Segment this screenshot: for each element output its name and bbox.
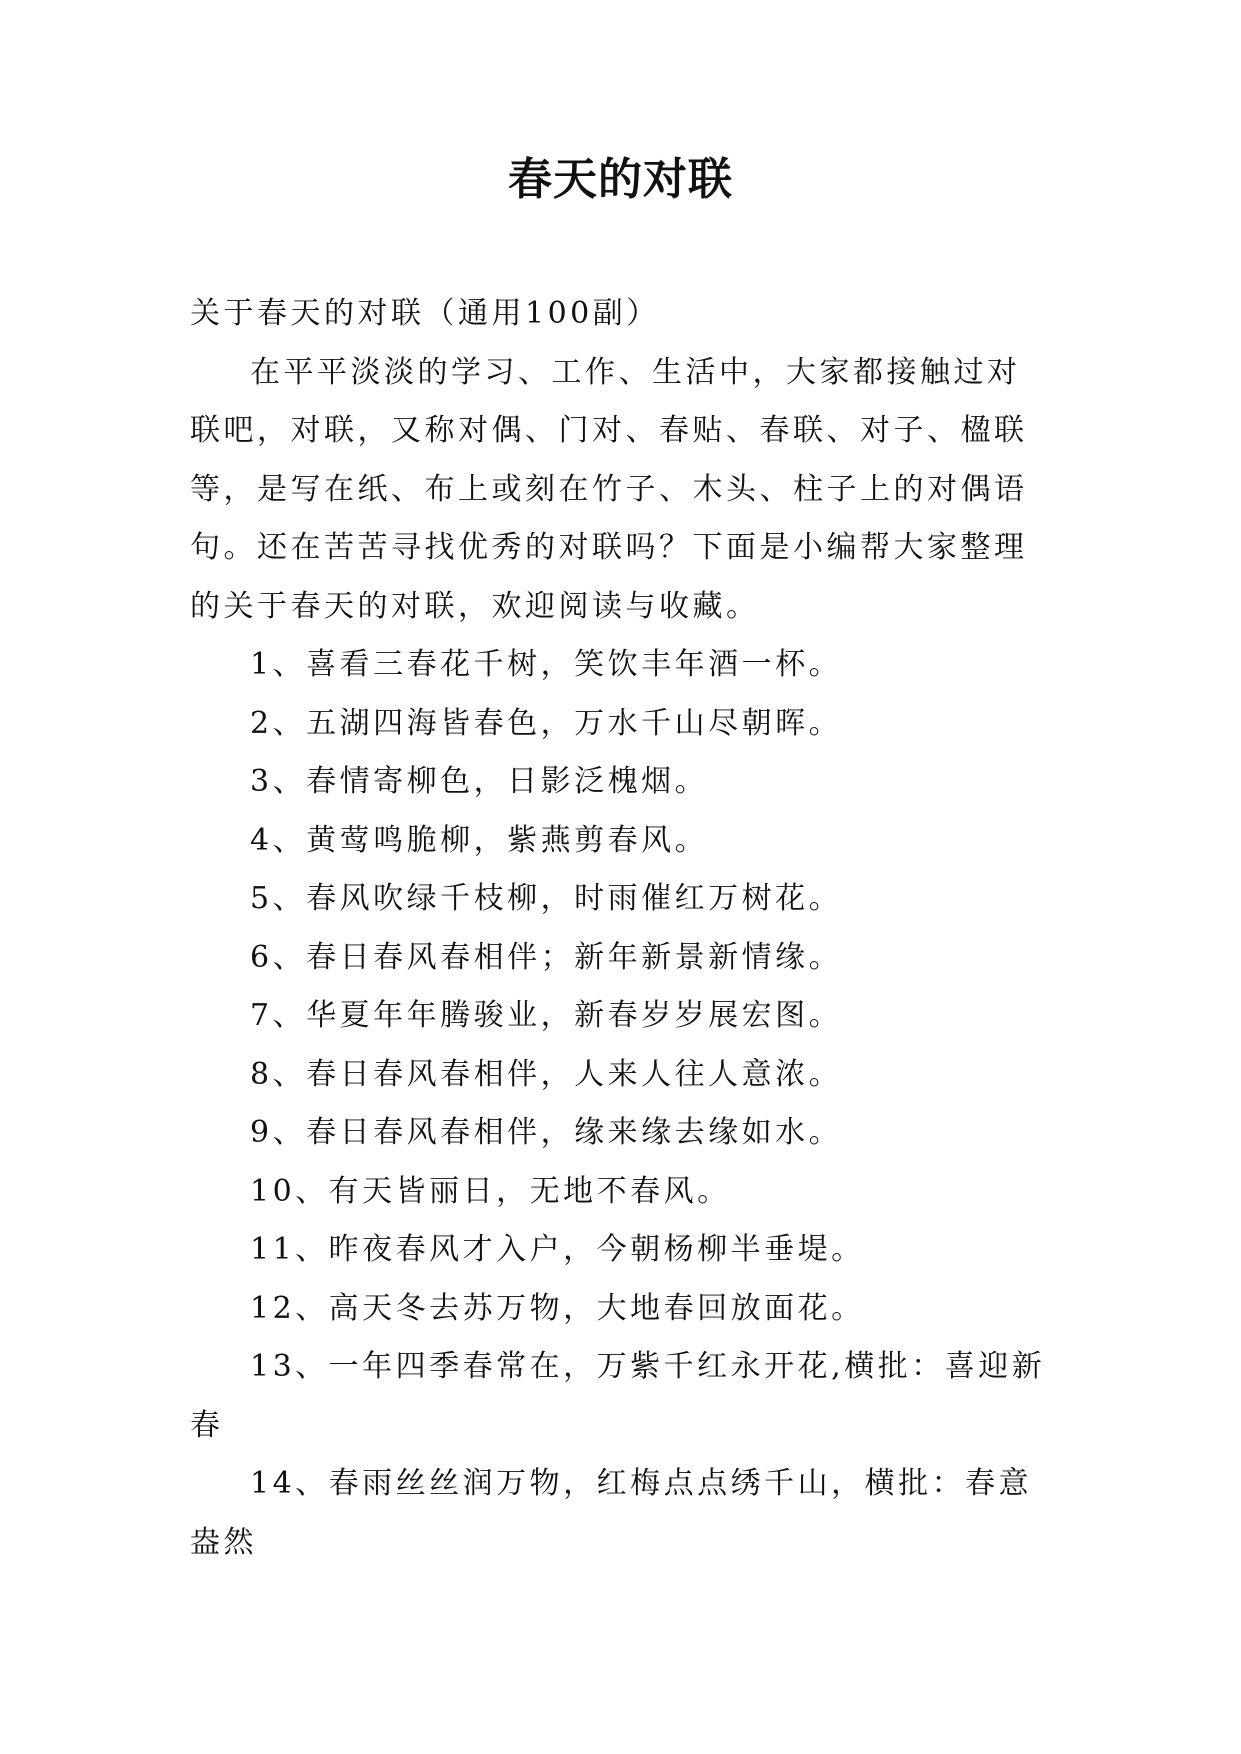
couplet-item: 14、春雨丝丝润万物，红梅点点绣千山，横批：春意盎然 [190,1466,1033,1560]
page-title: 春天的对联 [508,154,733,205]
couplet-item: 12、高天冬去苏万物，大地春回放面花。 [250,1290,865,1326]
couplet-item: 5、春风吹绿千枝柳，时雨催红万树花。 [250,881,843,916]
couplet-item: 6、春日春风春相伴；新年新景新情缘。 [250,939,843,975]
intro-paragraph: 在平平淡淡的学习、工作、生活中，大家都接触过对联吧，对联，又称对偶、门对、春贴、春联、对子、楹联等，是写在纸、布上或刻在竹子、木头、柱子上的对偶语句。还在苦苦寻找优秀的对联吗？下面是小编帮大家整理的关于春天的对联，欢迎阅读与收藏。 [190,354,1028,624]
couplet-item: 10、有天皆丽日，无地不春风。 [250,1173,731,1209]
couplet-item: 3、春情寄柳色，日影泛槐烟。 [250,764,709,799]
couplet-item: 8、春日春风春相伴，人来人往人意浓。 [250,1056,843,1092]
couplet-item: 4、黄莺鸣脆柳，紫燕剪春风。 [250,822,709,858]
document-subtitle: 关于春天的对联（通用100副） [190,296,660,331]
couplet-item: 2、五湖四海皆春色，万水千山尽朝晖。 [250,705,843,741]
couplet-item: 9、春日春风春相伴，缘来缘去缘如水。 [250,1115,843,1150]
couplet-item: 7、华夏年年腾骏业，新春岁岁展宏图。 [250,998,843,1033]
couplet-item: 1、喜看三春花千树，笑饮丰年酒一杯。 [250,647,843,682]
couplet-item: 13、一年四季春常在，万紫千红永开花,横批：喜迎新春 [190,1349,1046,1443]
document-body [190,285,1050,1572]
couplet-item: 11、昨夜春风才入户，今朝杨柳半垂堤。 [250,1232,865,1267]
